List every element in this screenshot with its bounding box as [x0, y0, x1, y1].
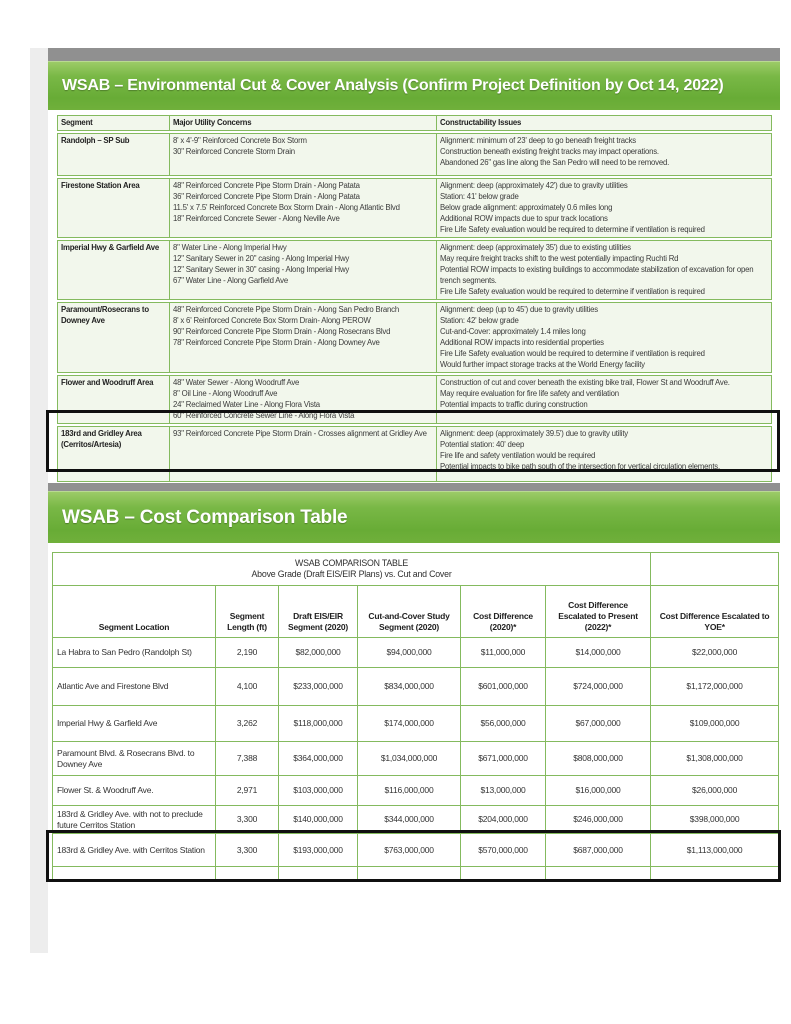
utility-table-header-row [57, 115, 772, 131]
cost-value-cell: $82,000,000 [279, 638, 358, 668]
cost-value-cell: $724,000,000 [546, 668, 651, 706]
cost-value-cell: 2,971 [216, 776, 279, 806]
comparison-title-line2: Above Grade (Draft EIS/EIR Plans) vs. Cut and Cover [251, 569, 452, 579]
cost-value-cell: 2,190 [216, 638, 279, 668]
cost-value-cell: $808,000,000 [546, 742, 651, 776]
utility-line: 12" Sanitary Sewer in 30" casing - Along Imperial Hwy [173, 265, 350, 274]
cost-comparison-table [52, 552, 779, 882]
segment-location-cell: Atlantic Ave and Firestone Blvd [53, 668, 216, 706]
comparison-table-title-row [53, 553, 779, 586]
col-header-segment-length: Segment Length (ft) [216, 586, 279, 638]
cost-table-row [53, 706, 779, 742]
cost-value-cell: $16,000,000 [546, 776, 651, 806]
cost-value-cell: $687,000,000 [546, 834, 651, 867]
utility-line: 8" Oil Line - Along Woodruff Ave [173, 389, 278, 398]
cost-value-cell: $601,000,000 [461, 668, 546, 706]
cost-value-cell: $344,000,000 [358, 806, 461, 834]
col-header-utility-concerns: Major Utility Concerns [170, 115, 437, 131]
slide2-header-bar [48, 491, 780, 543]
slide1-title: WSAB – Environmental Cut & Cover Analysis (Confirm Project Definition by Oct 14, 2022) [62, 77, 724, 94]
issue-line: Potential station: 40' deep [440, 440, 525, 449]
cost-value-cell: $174,000,000 [358, 706, 461, 742]
constructability-issues-cell [437, 178, 772, 238]
utility-concerns-cell [170, 240, 437, 300]
utility-table-row [57, 133, 772, 176]
col-header-segment: Segment [57, 115, 170, 131]
cost-value-cell: $56,000,000 [461, 706, 546, 742]
cost-value-cell: $67,000,000 [546, 706, 651, 742]
cost-value-cell: $763,000,000 [358, 834, 461, 867]
cost-table-row [53, 668, 779, 706]
utility-table-row-highlighted [57, 426, 772, 482]
utility-concerns-table [57, 113, 772, 484]
empty-cell [461, 867, 546, 882]
cost-value-cell: $118,000,000 [279, 706, 358, 742]
cost-value-cell: $1,113,000,000 [651, 834, 779, 867]
cost-table-row [53, 806, 779, 834]
utility-line: 8" Water Line - Along Imperial Hwy [173, 243, 287, 252]
col-header-constructability: Constructability Issues [437, 115, 772, 131]
segment-name-cell: 183rd and Gridley Area (Cerritos/Artesia) [57, 426, 170, 482]
empty-cell [53, 867, 216, 882]
slide-top-bar [48, 483, 780, 491]
constructability-issues-cell [437, 375, 772, 424]
cost-value-cell: $22,000,000 [651, 638, 779, 668]
slide-environmental-analysis [48, 48, 780, 484]
utility-line: 48" Reinforced Concrete Pipe Storm Drain - Along San Pedro Branch [173, 305, 399, 314]
cost-value-cell: $398,000,000 [651, 806, 779, 834]
utility-line: 18" Reinforced Concrete Sewer - Along Neville Ave [173, 214, 340, 223]
utility-concerns-cell [170, 178, 437, 238]
segment-location-cell: 183rd & Gridley Ave. with not to preclude future Cerritos Station [53, 806, 216, 834]
cost-value-cell: 3,300 [216, 834, 279, 867]
constructability-issues-cell [437, 426, 772, 482]
issue-line: Fire Life Safety evaluation would be required to determine if ventilation is required [440, 287, 705, 296]
col-header-cost-difference-2022: Cost Difference Escalated to Present (2022)* [546, 586, 651, 638]
comparison-title-empty-cell [651, 553, 779, 586]
col-header-draft-eis-eir: Draft EIS/EIR Segment (2020) [279, 586, 358, 638]
cost-table-stub-row [53, 867, 779, 882]
segment-location-cell: Imperial Hwy & Garfield Ave [53, 706, 216, 742]
cost-value-cell: $233,000,000 [279, 668, 358, 706]
utility-table-row [57, 178, 772, 238]
col-header-segment-location: Segment Location [53, 586, 216, 638]
utility-line: 36" Reinforced Concrete Pipe Storm Drain - Along Patata [173, 192, 360, 201]
utility-concerns-cell [170, 375, 437, 424]
cost-value-cell: $246,000,000 [546, 806, 651, 834]
issue-line: Station: 41' below grade [440, 192, 519, 201]
utility-line: 8' x 4'-9" Reinforced Concrete Box Storm [173, 136, 307, 145]
issue-line: Abandoned 26" gas line along the San Pedro will need to be removed. [440, 158, 670, 167]
utility-line: 48" Water Sewer - Along Woodruff Ave [173, 378, 300, 387]
issue-line: Potential impacts to traffic during construction [440, 400, 588, 409]
utility-line: 90" Reinforced Concrete Pipe Storm Drain - Along Rosecrans Blvd [173, 327, 391, 336]
comparison-title-line1: WSAB COMPARISON TABLE [294, 558, 409, 568]
cost-table-row [53, 742, 779, 776]
cost-value-cell: $140,000,000 [279, 806, 358, 834]
cost-value-cell: $116,000,000 [358, 776, 461, 806]
slide-top-bar [48, 48, 780, 61]
cost-value-cell: $364,000,000 [279, 742, 358, 776]
cost-value-cell: $834,000,000 [358, 668, 461, 706]
cost-table-row-highlighted [53, 834, 779, 867]
cost-value-cell: $1,308,000,000 [651, 742, 779, 776]
utility-table-row [57, 240, 772, 300]
cost-value-cell: 3,300 [216, 806, 279, 834]
issue-line: Alignment: deep (approximately 42') due to gravity utilities [440, 181, 628, 190]
issue-line: Cut-and-Cover: approximately 1.4 miles long [440, 327, 586, 336]
cost-table-row [53, 776, 779, 806]
issue-line: Would further impact storage tracks at the World Energy facility [440, 360, 645, 369]
cost-value-cell: $204,000,000 [461, 806, 546, 834]
utility-concerns-cell [170, 426, 437, 482]
issue-line: Alignment: minimum of 23' deep to go beneath freight tracks [440, 136, 636, 145]
col-header-cost-difference-2020: Cost Difference (2020)* [461, 586, 546, 638]
utility-line: 60" Reinforced Concrete Sewer Line - Along Flora Vista [173, 411, 355, 420]
utility-table-row [57, 375, 772, 424]
segment-location-cell: Paramount Blvd. & Rosecrans Blvd. to Downey Ave [53, 742, 216, 776]
cost-value-cell: $193,000,000 [279, 834, 358, 867]
slide2-title: WSAB – Cost Comparison Table [62, 506, 348, 528]
empty-cell [216, 867, 279, 882]
cost-value-cell: 4,100 [216, 668, 279, 706]
issue-line: Alignment: deep (approximately 35') due to existing utilities [440, 243, 631, 252]
segment-name-cell: Imperial Hwy & Garfield Ave [57, 240, 170, 300]
utility-line: 30" Reinforced Concrete Storm Drain [173, 147, 295, 156]
cost-value-cell: $26,000,000 [651, 776, 779, 806]
issue-line: Additional ROW impacts due to spur track locations [440, 214, 608, 223]
segment-name-cell: Firestone Station Area [57, 178, 170, 238]
cost-value-cell: $14,000,000 [546, 638, 651, 668]
cost-value-cell: $103,000,000 [279, 776, 358, 806]
issue-line: Alignment: deep (approximately 39.5') due to gravity utility [440, 429, 628, 438]
constructability-issues-cell [437, 133, 772, 176]
utility-table-row [57, 302, 772, 373]
issue-line: Fire Life Safety evaluation would be required to determine if ventilation is required [440, 225, 705, 234]
issue-line: Alignment: deep (up to 45') due to gravity utilities [440, 305, 598, 314]
issue-line: Potential ROW impacts to existing buildings to accommodate stabilization of excavation for open trench segments. [440, 265, 754, 285]
segment-location-cell: 183rd & Gridley Ave. with Cerritos Station [53, 834, 216, 867]
utility-line: 8' x 6' Reinforced Concrete Box Storm Drain- Along PEROW [173, 316, 371, 325]
slide-cost-comparison [48, 483, 780, 882]
cost-value-cell: $1,034,000,000 [358, 742, 461, 776]
segment-name-cell: Paramount/Rosecrans to Downey Ave [57, 302, 170, 373]
slide1-header-bar [48, 61, 780, 110]
cost-value-cell: $671,000,000 [461, 742, 546, 776]
utility-line: 12" Sanitary Sewer in 20" casing - Along Imperial Hwy [173, 254, 350, 263]
cost-value-cell: 7,388 [216, 742, 279, 776]
utility-line: 78" Reinforced Concrete Pipe Storm Drain - Along Downey Ave [173, 338, 380, 347]
issue-line: May require evaluation for fire life safety and ventilation [440, 389, 619, 398]
empty-cell [651, 867, 779, 882]
utility-line: 93" Reinforced Concrete Pipe Storm Drain - Crosses alignment at Gridley Ave [173, 429, 427, 438]
constructability-issues-cell [437, 302, 772, 373]
issue-line: Additional ROW impacts into residential properties [440, 338, 604, 347]
issue-line: Construction of cut and cover beneath the existing bike trail, Flower St and Woodruff Ave. [440, 378, 730, 387]
cost-table-row [53, 638, 779, 668]
cost-value-cell: $570,000,000 [461, 834, 546, 867]
issue-line: Construction beneath existing freight tracks may impact operations. [440, 147, 659, 156]
left-gutter-strip [30, 48, 48, 953]
cost-value-cell: $1,172,000,000 [651, 668, 779, 706]
issue-line: Station: 42' below grade [440, 316, 519, 325]
utility-line: 24" Reclaimed Water Line - Along Flora Vista [173, 400, 320, 409]
utility-concerns-cell [170, 302, 437, 373]
utility-line: 11.5' x 7.5' Reinforced Concrete Box Storm Drain - Along Atlantic Blvd [173, 203, 400, 212]
empty-cell [546, 867, 651, 882]
col-header-cost-difference-yoe: Cost Difference Escalated to YOE* [651, 586, 779, 638]
cost-value-cell: 3,262 [216, 706, 279, 742]
utility-concerns-cell [170, 133, 437, 176]
issue-line: Potential impacts to bike path south of the intersection for vertical circulation elements. [440, 462, 720, 471]
constructability-issues-cell [437, 240, 772, 300]
issue-line: Below grade alignment: approximately 0.6 miles long [440, 203, 613, 212]
empty-cell [279, 867, 358, 882]
segment-name-cell: Flower and Woodruff Area [57, 375, 170, 424]
utility-line: 67" Water Line - Along Garfield Ave [173, 276, 288, 285]
utility-line: 48" Reinforced Concrete Pipe Storm Drain - Along Patata [173, 181, 360, 190]
cost-value-cell: $13,000,000 [461, 776, 546, 806]
segment-location-cell: Flower St. & Woodruff Ave. [53, 776, 216, 806]
cost-value-cell: $11,000,000 [461, 638, 546, 668]
issue-line: Fire life and safety ventilation would be required [440, 451, 596, 460]
segment-location-cell: La Habra to San Pedro (Randolph St) [53, 638, 216, 668]
cost-value-cell: $109,000,000 [651, 706, 779, 742]
col-header-cut-and-cover: Cut-and-Cover Study Segment (2020) [358, 586, 461, 638]
cost-value-cell: $94,000,000 [358, 638, 461, 668]
comparison-table-header-row [53, 586, 779, 638]
issue-line: Fire Life Safety evaluation would be required to determine if ventilation is required [440, 349, 705, 358]
issue-line: May require freight tracks shift to the west potentially impacting Ruchti Rd [440, 254, 679, 263]
empty-cell [358, 867, 461, 882]
comparison-table-title [53, 553, 651, 586]
segment-name-cell: Randolph – SP Sub [57, 133, 170, 176]
